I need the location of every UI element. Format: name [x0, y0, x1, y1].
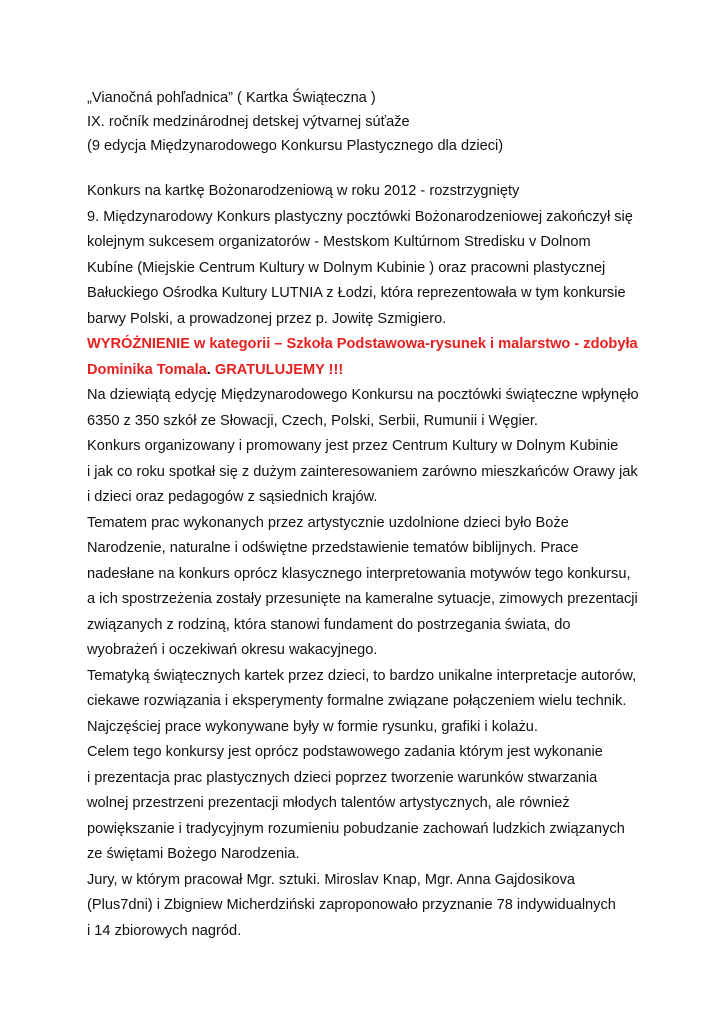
body-line: ze świętami Bożego Narodzenia.	[87, 846, 300, 862]
body-line: Konkurs na kartkę Bożonarodzeniową w roku 2012 - rozstrzygnięty	[87, 183, 520, 199]
body-line: wolnej przestrzeni prezentacji młodych talentów artystycznych, ale również	[87, 795, 570, 811]
body-line: a ich spostrzeżenia zostały przesunięte na kameralne sytuacje, zimowych prezentacji	[87, 591, 638, 607]
body-line: Najczęściej prace wykonywane były w formie rysunku, grafiki i kolażu.	[87, 718, 538, 735]
document-body	[87, 179, 687, 944]
body-line: Jury, w którym pracował Mgr. sztuki. Miroslav Knap, Mgr. Anna Gajdosikova	[87, 871, 575, 888]
body-line: powiększanie i tradycyjnym rozumieniu pobudzanie zachowań ludzkich związanych	[87, 820, 625, 837]
body-line: wyobrażeń i oczekiwań okresu wakacyjnego.	[87, 642, 378, 658]
award-winner-line	[87, 358, 687, 384]
award-highlight-line: WYRÓŻNIENIE w kategorii – Szkoła Podstawowa-rysunek i malarstwo - zdobyła	[87, 336, 638, 352]
body-line: Na dziewiątą edycję Międzynarodowego Konkursu na pocztówki świąteczne wpłynęło	[87, 387, 639, 403]
body-line: i 14 zbiorowych nagród.	[87, 922, 242, 939]
winner-name-period: .	[206, 361, 211, 378]
body-line: Kubíne (Miejskie Centrum Kultury w Dolnym Kubinie ) oraz pracowni plastycznej	[87, 259, 606, 276]
document-header	[87, 86, 687, 158]
winner-name: Dominika Tomala	[87, 361, 207, 378]
body-line: i prezentacja prac plastycznych dzieci poprzez tworzenie warunków stwarzania	[87, 769, 598, 786]
header-line-subtitle: IX. ročník medzinárodnej detskej výtvarnej súťaže	[87, 114, 410, 130]
body-line: (Plus7dni) i Zbigniew Micherdziński zaproponowało przyznanie 78 indywidualnych	[87, 897, 616, 913]
body-line: Konkurs organizowany i promowany jest przez Centrum Kultury w Dolnym Kubinie	[87, 438, 619, 454]
body-line: Tematyką świątecznych kartek przez dzieci, to bardzo unikalne interpretacje autorów,	[87, 667, 637, 684]
body-line: nadesłane na konkurs oprócz klasycznego interpretowania motywów tego konkursu,	[87, 565, 631, 582]
body-line: Bałuckiego Ośrodka Kultury LUTNIA z Łodzi, która reprezentowała w tym konkursie	[87, 285, 626, 301]
body-line: kolejnym sukcesem organizatorów - Mestskom Kultúrnom Stredisku v Dolnom	[87, 234, 591, 250]
body-line: Celem tego konkursy jest oprócz podstawowego zadania którym jest wykonanie	[87, 744, 603, 760]
header-line-polish-subtitle: (9 edycja Międzynarodowego Konkursu Plastycznego dla dzieci)	[87, 138, 504, 154]
congratulations-text: GRATULUJEMY !!!	[210, 361, 344, 378]
header-line-title: „Vianočná pohľadnica” ( Kartka Świąteczna )	[87, 90, 376, 106]
body-line: i dzieci oraz pedagogów z sąsiednich krajów.	[87, 489, 378, 505]
body-line: i jak co roku spotkał się z dużym zainteresowaniem zarówno mieszkańców Orawy jak	[87, 463, 638, 480]
body-line: Tematem prac wykonanych przez artystycznie uzdolnione dzieci było Boże	[87, 514, 569, 531]
body-line: 6350 z 350 szkół ze Słowacji, Czech, Polski, Serbii, Rumunii i Węgier.	[87, 412, 538, 429]
body-line: związanych z rodziną, która stanowi fundament do postrzegania świata, do	[87, 616, 571, 633]
body-line: Narodzenie, naturalne i odświętne przedstawienie tematów biblijnych. Prace	[87, 540, 579, 556]
body-line: 9. Międzynarodowy Konkurs plastyczny pocztówki Bożonarodzeniowej zakończył się	[87, 208, 633, 225]
body-line: ciekawe rozwiązania i eksperymenty formalne związane połączeniem wielu technik.	[87, 693, 627, 709]
body-line: barwy Polski, a prowadzonej przez p. Jowitę Szmigiero.	[87, 310, 447, 327]
